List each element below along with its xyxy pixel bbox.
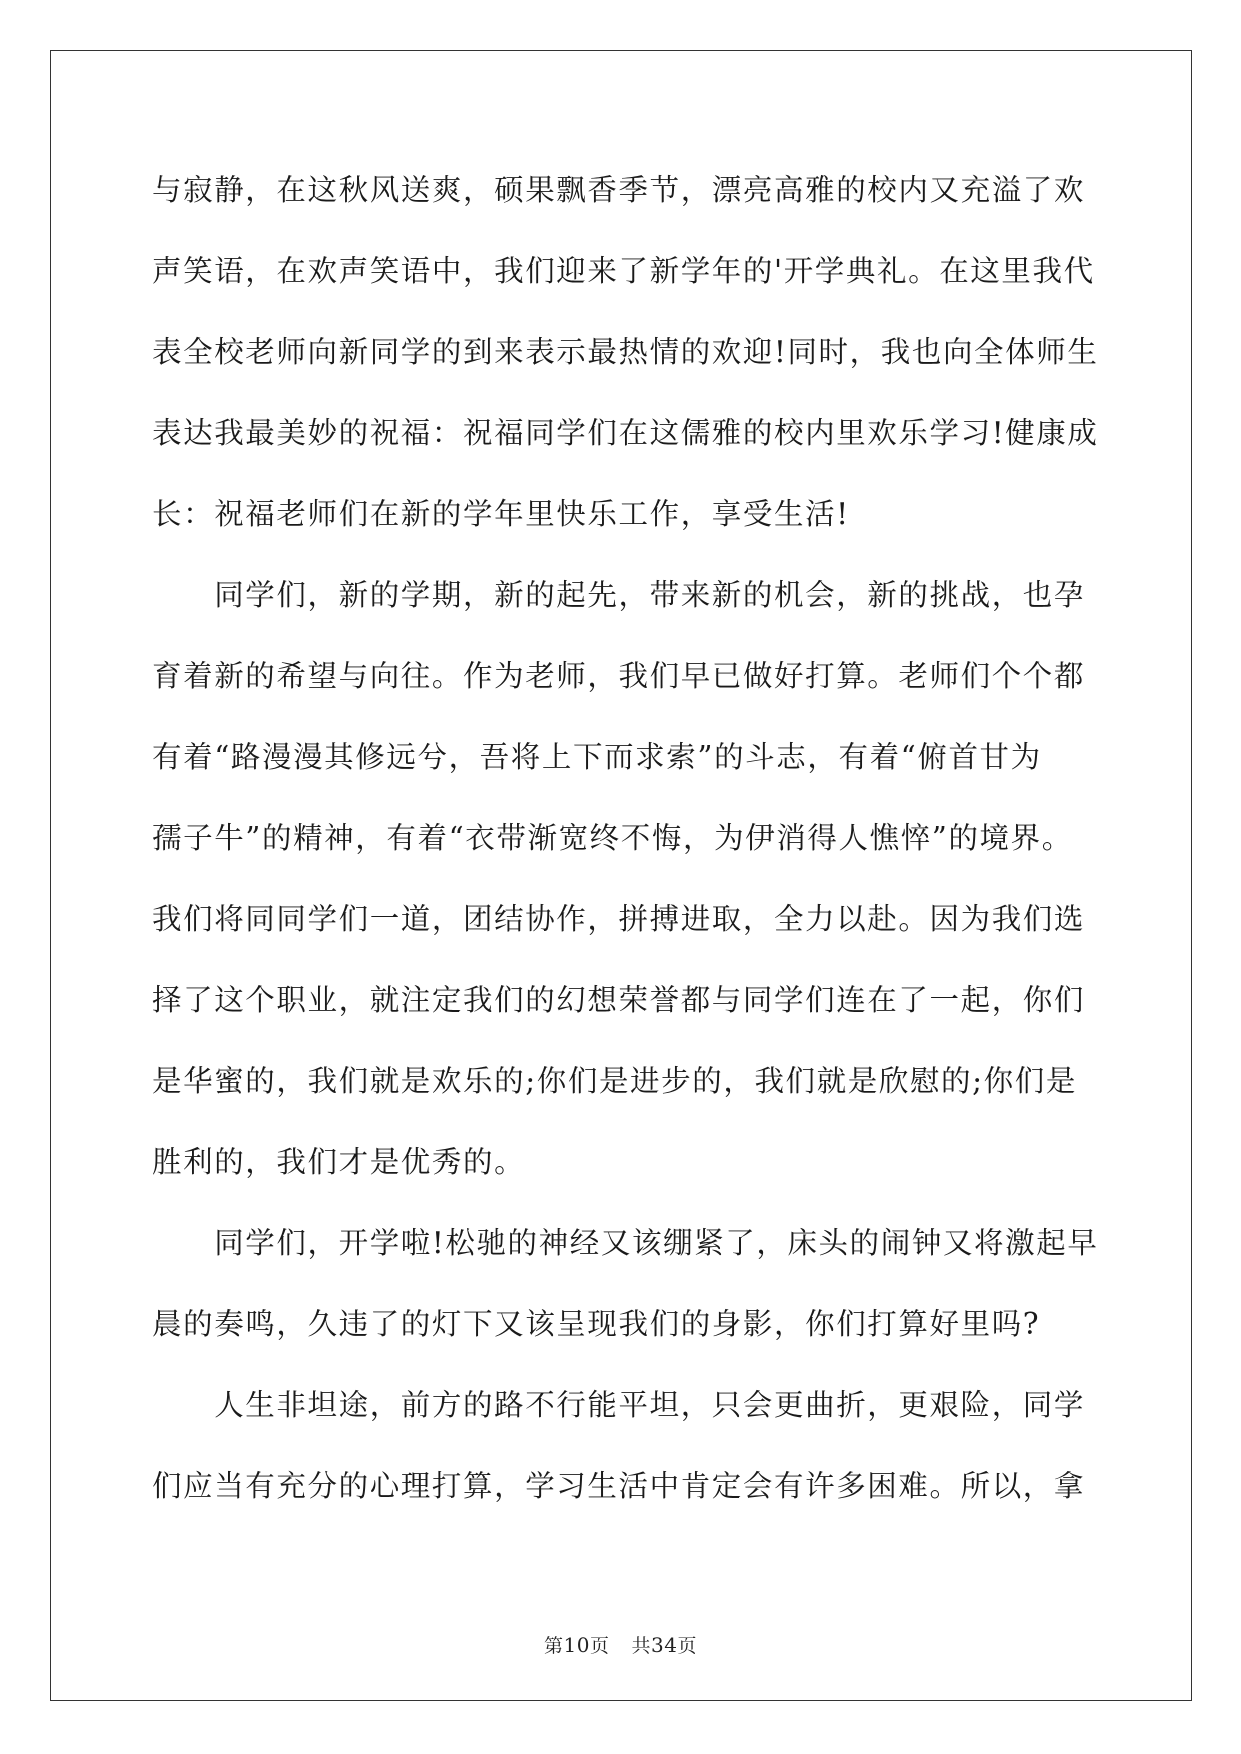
text-line: 是华蜜的，我们就是欢乐的;你们是进步的，我们就是欣慰的;你们是: [152, 1064, 1077, 1098]
footer-total-suffix: 页: [677, 1635, 697, 1657]
text-line: 表全校老师向新同学的到来表示最热情的欢迎!同时，我也向全体师生: [152, 335, 1099, 369]
page-footer: [0, 1631, 1241, 1658]
text-line: 与寂静，在这秋风送爽，硕果飘香季节，漂亮高雅的校内又充溢了欢: [152, 173, 1086, 207]
total-pages-number: 34: [651, 1633, 678, 1657]
text-line: 同学们，新的学期，新的起先，带来新的机会，新的挑战，也孕: [152, 578, 1086, 612]
text-line: 晨的奏鸣，久违了的灯下又该呈现我们的身影，你们打算好里吗?: [152, 1307, 1041, 1341]
document-body: [152, 160, 1099, 1537]
text-line: 胜利的，我们才是优秀的。: [152, 1145, 526, 1179]
text-line: 有着“路漫漫其修远兮，吾将上下而求索”的斗志，有着“俯首甘为: [152, 740, 1042, 774]
current-page-number: 10: [563, 1633, 590, 1657]
text-line: 们应当有充分的心理打算，学习生活中肯定会有许多困难。所以，拿: [152, 1469, 1086, 1503]
text-line: 表达我最美妙的祝福：祝福同学们在这儒雅的校内里欢乐学习!健康成: [152, 416, 1099, 450]
footer-total-prefix: 共: [631, 1635, 652, 1657]
text-line: 人生非坦途，前方的路不行能平坦，只会更曲折，更艰险，同学: [152, 1388, 1086, 1422]
footer-page-suffix: 页: [589, 1635, 610, 1657]
text-line: 我们将同同学们一道，团结协作，拼搏进取，全力以赴。因为我们选: [152, 902, 1086, 936]
text-line: 育着新的希望与向往。作为老师，我们早已做好打算。老师们个个都: [152, 659, 1086, 693]
footer-prefix: 第: [544, 1635, 564, 1657]
text-line: 择了这个职业，就注定我们的幻想荣誉都与同学们连在了一起，你们: [152, 983, 1086, 1017]
text-line: 长：祝福老师们在新的学年里快乐工作，享受生活!: [152, 497, 850, 531]
text-line: 同学们，开学啦!松驰的神经又该绷紧了，床头的闹钟又将激起早: [152, 1226, 1099, 1260]
text-line: 声笑语，在欢声笑语中，我们迎来了新学年的'开学典礼。在这里我代: [152, 254, 1095, 288]
text-line: 孺子牛”的精神，有着“衣带渐宽终不悔，为伊消得人憔悴”的境界。: [152, 821, 1073, 855]
